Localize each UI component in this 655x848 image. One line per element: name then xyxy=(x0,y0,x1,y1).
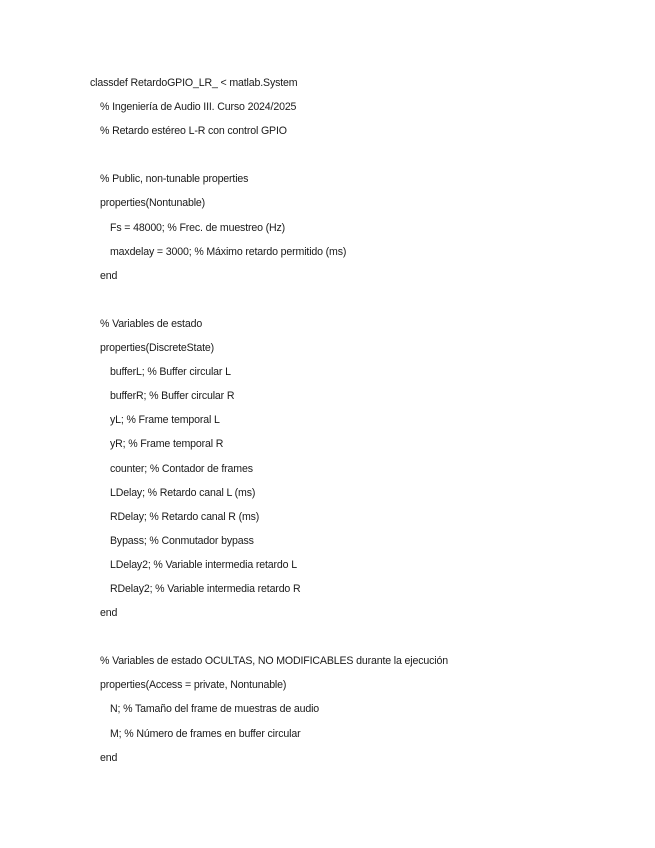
code-line: LDelay2; % Variable intermedia retardo L xyxy=(110,558,297,571)
code-line: N; % Tamaño del frame de muestras de audio xyxy=(110,703,320,716)
blank-line xyxy=(90,292,630,316)
code-line: properties(Access = private, Nontunable) xyxy=(100,679,287,692)
code-line: counter; % Contador de frames xyxy=(110,462,253,475)
code-line: Bypass; % Conmutador bypass xyxy=(110,534,254,547)
code-line: maxdelay = 3000; % Máximo retardo permitido (ms) xyxy=(110,245,347,258)
code-line: end xyxy=(100,751,118,764)
code-line: properties(DiscreteState) xyxy=(100,342,215,355)
code-line: % Variables de estado xyxy=(100,317,203,330)
code-line: yL; % Frame temporal L xyxy=(110,414,220,427)
code-line: properties(Nontunable) xyxy=(100,197,206,210)
code-line: Fs = 48000; % Frec. de muestreo (Hz) xyxy=(110,221,286,234)
code-line: % Public, non-tunable properties xyxy=(100,173,249,186)
code-line: % Retardo estéreo L-R con control GPIO xyxy=(100,125,287,138)
code-line: % Ingeniería de Audio III. Curso 2024/2025 xyxy=(100,101,297,114)
code-line: classdef RetardoGPIO_LR_ < matlab.System xyxy=(90,77,298,89)
code-line: LDelay; % Retardo canal L (ms) xyxy=(110,486,256,499)
code-line: M; % Número de frames en buffer circular xyxy=(110,727,301,740)
blank-line xyxy=(90,629,630,653)
code-line: RDelay; % Retardo canal R (ms) xyxy=(110,510,260,523)
code-line: end xyxy=(100,607,118,620)
code-line: % Variables de estado OCULTAS, NO MODIFICABLES durante la ejecución xyxy=(100,655,448,668)
code-line: RDelay2; % Variable intermedia retardo R xyxy=(110,582,301,595)
code-listing xyxy=(90,75,630,774)
code-line: yR; % Frame temporal R xyxy=(110,438,224,451)
blank-line xyxy=(90,147,630,171)
code-line: bufferR; % Buffer circular R xyxy=(110,390,235,403)
code-line: bufferL; % Buffer circular L xyxy=(110,366,231,379)
code-line: end xyxy=(100,269,118,282)
